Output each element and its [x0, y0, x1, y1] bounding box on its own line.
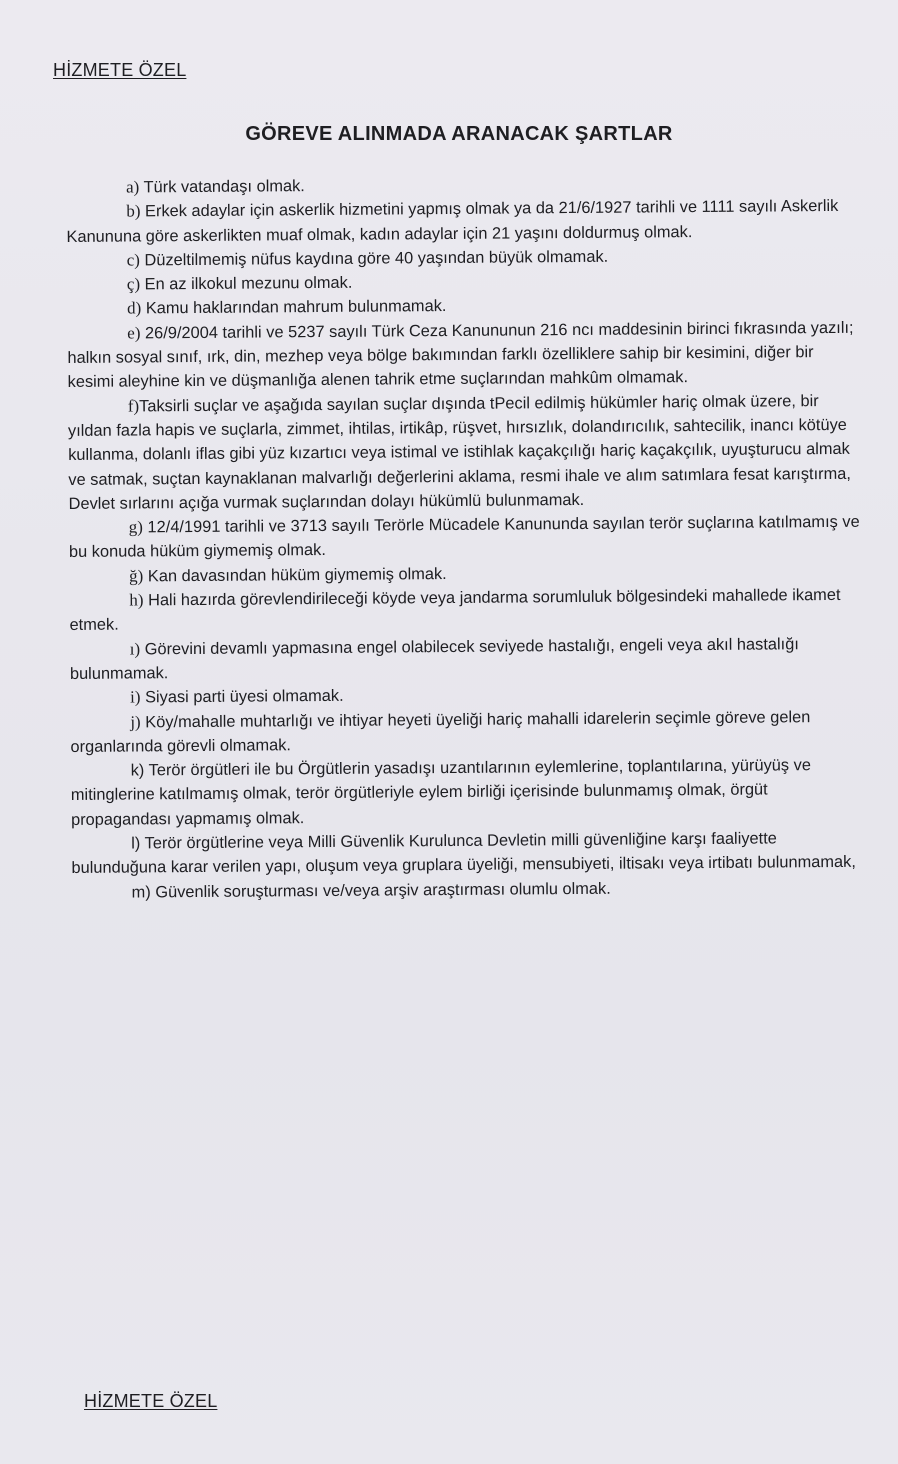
- item-text: Görevini devamlı yapmasına engel olabilecek seviyede hastalığı, engeli veya akıl hastalığı bulunmamak.: [69, 634, 799, 683]
- item-text: Siyasi parti üyesi olmamak.: [144, 687, 344, 707]
- item-letter: a): [126, 177, 140, 197]
- item-text: Hali hazırda görevlendirileceği köyde veya jandarma sorumluluk bölgesindeki mahallede ikamet etmek.: [69, 585, 841, 635]
- item-letter: l): [131, 834, 141, 853]
- footer-classification-mark: HİZMETE ÖZEL: [84, 1391, 218, 1411]
- list-item: [67, 316, 860, 395]
- item-letter: h): [129, 590, 144, 610]
- list-item: [69, 510, 861, 565]
- item-text: Taksirli suçlar ve aşağıda sayılan suçlar dışında tPecil edilmiş hükümler hariç olmak üzere, bir yıldan fazla hapis ve suçlarla, zimmet, ihtilas, irtikâp, rüşvet, hırsızlık, dolandırıcılık, sahtecilik, inancı kötüye kullanma, dolanlı iflas gibi yüz kızartıcı veya istimal ve istihlak kaçakçılığı hariç kaçakçılık, uyuşturucu almak ve satmak, suçtan kaynaklanan malvarlığı değerlerini aklama, resmi ihale ve alım satımlara fesat karıştırma, Devlet sırlarını açığa vurmak suçlarından dolayı hükümlü bulunmamak.: [67, 391, 851, 513]
- list-item: [70, 704, 862, 759]
- item-letter: j): [130, 711, 141, 732]
- item-text: En az ilkokul mezunu olmak.: [144, 273, 353, 294]
- item-text: Türk vatandaşı olmak.: [143, 177, 305, 197]
- item-letter: i): [130, 687, 141, 707]
- item-letter: ğ): [129, 566, 144, 586]
- item-letter: ç): [126, 274, 141, 294]
- item-text: Güvenlik soruşturması ve/veya arşiv araştırması olumlu olmak.: [155, 879, 611, 901]
- item-text: Terör örgütlerine veya Milli Güvenlik Kurulunca Devletin milli güvenliğine karşı faaliyette bulunduğuna karar verilen yapı, oluşum veya gruplara üyeliği, mensubiyeti, iltisakı veya irtibatı bulunmamak,: [71, 829, 856, 878]
- item-letter: ı): [129, 639, 141, 659]
- item-text: 12/4/1991 tarihli ve 3713 sayılı Terörle Mücadele Kanununda sayılan terör suçlarına katılmamış ve bu konuda hüküm giymemiş olmak.: [68, 512, 860, 562]
- header-classification-mark: HİZMETE ÖZEL: [53, 60, 187, 80]
- document-title: GÖREVE ALINMADA ARANACAK ŞARTLAR: [245, 123, 673, 145]
- item-letter: k): [130, 761, 145, 780]
- list-item: [66, 194, 858, 249]
- requirements-list: [66, 170, 864, 905]
- item-text: Kamu haklarından mahrum bulunmamak.: [145, 297, 447, 318]
- item-letter: d): [126, 298, 142, 319]
- list-item: [68, 388, 861, 516]
- item-text: 26/9/2004 tarihli ve 5237 sayılı Türk Ceza Kanununun 216 ncı maddesinin birinci fıkrasında yazılı; halkın sosyal sınıf, ırk, din, mezhep veya bölge bakımından farklı özelliklere sahip bir kesimini, diğer bir kesimi aleyhine kin ve düşmanlığa alenen tahrik etme suçlarından mahkûm olmamak.: [67, 318, 854, 392]
- item-letter: c): [126, 250, 140, 270]
- list-item: [69, 583, 861, 638]
- item-text: Erkek adaylar için askerlik hizmetini yapmış olmak ya da 21/6/1927 tarihli ve 1111 sayılı Askerlik Kanununa göre askerlikten muaf olmak, kadın adaylar için 21 yaşını doldurmuş olmak.: [66, 197, 839, 246]
- item-letter: g): [128, 517, 144, 537]
- item-letter: m): [131, 882, 151, 902]
- list-item: [71, 826, 863, 881]
- list-item: [71, 753, 864, 832]
- item-text: Terör örgütleri ile bu Örgütlerin yasadışı uzantılarının eylemlerine, toplantılarına, yürüyüş ve mitinglerine katılmamış olmak, terör örgütleriyle eylem birliği içerisinde bulunmamış olmak, örgüt propagandası yapmamış olmak.: [70, 756, 811, 829]
- item-letter: e): [127, 323, 141, 343]
- item-letter: f): [127, 396, 140, 416]
- item-text: Düzeltilmemiş nüfus kaydına göre 40 yaşından büyük olmamak.: [144, 247, 609, 270]
- item-letter: b): [126, 201, 141, 221]
- item-text: Kan davasından hüküm giymemiş olmak.: [147, 564, 447, 586]
- item-text: Köy/mahalle muhtarlığı ve ihtiyar heyeti üyeliği hariç mahalli idarelerin seçimle göreve gelen organlarında görevli olmamak.: [70, 707, 811, 756]
- list-item: [70, 631, 862, 686]
